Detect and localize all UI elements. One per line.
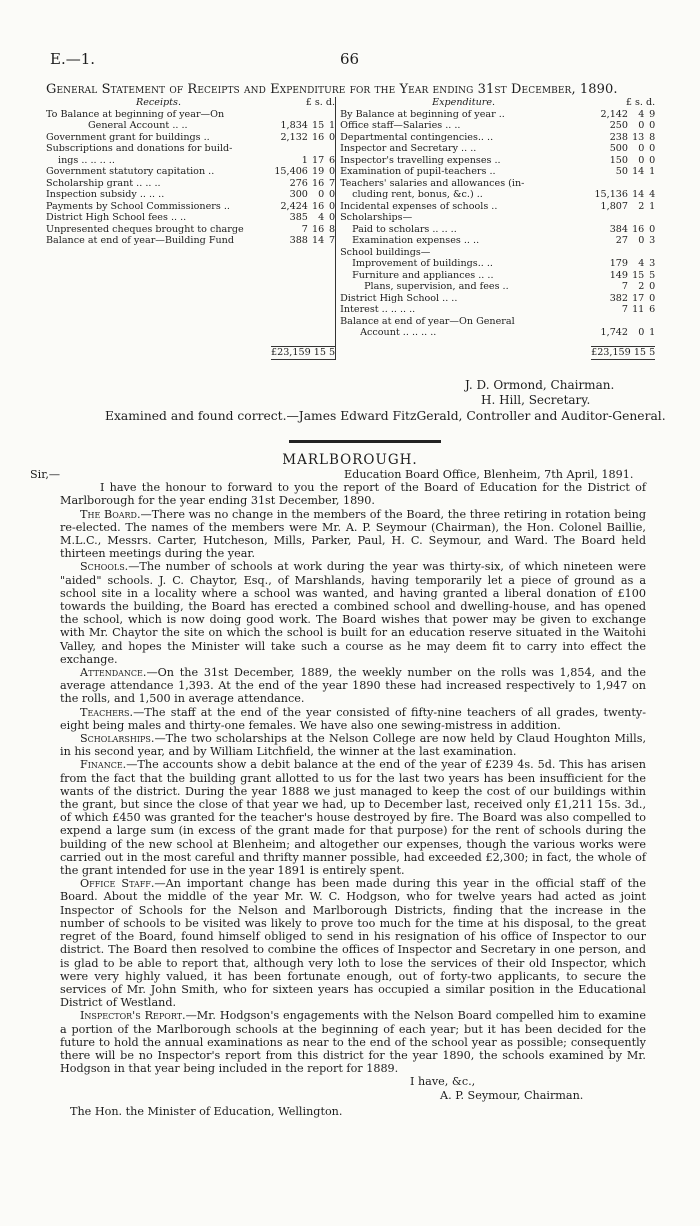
totals-row xyxy=(46,347,655,360)
expenditure-label: Inspector's travelling expenses .. xyxy=(336,155,592,167)
expenditure-shillings: 2 xyxy=(638,200,645,212)
expenditure-pence: 0 xyxy=(649,292,656,304)
receipt-label: Government grant for buildings .. xyxy=(46,131,210,143)
expenditure-pounds: 382 xyxy=(609,292,629,304)
receipt-pounds xyxy=(271,109,308,121)
expenditure-pence xyxy=(644,178,655,190)
totals-spacer xyxy=(336,347,592,360)
receipt-shillings xyxy=(308,270,324,282)
receipt-pounds xyxy=(271,247,308,259)
expenditure-pounds: 2,142 xyxy=(600,108,629,120)
expenditure-pence: 6 xyxy=(649,304,656,315)
receipt-pence xyxy=(324,281,335,293)
receipt-pounds xyxy=(271,316,308,328)
accounts-row xyxy=(46,270,655,282)
receipt-shillings xyxy=(308,109,324,121)
receipt-shillings xyxy=(308,281,324,293)
letter-paragraph: Scholarships.—The two scholarships at the Nelson College are now held by Claud Houghton Mills, in his second year, and by William Litchfield, the winner at the last examination. xyxy=(60,732,646,759)
letter-address: Education Board Office, Blenheim, 7th April, 1891. xyxy=(344,468,634,481)
accounts-row xyxy=(46,247,655,259)
letter-paragraph: I have the honour to forward to you the report of the Board of Education for the District of Marlborough for the year ending 31st December, 1890. xyxy=(60,481,646,508)
expenditure-label: Interest .. .. .. .. xyxy=(336,304,592,316)
expenditure-pounds: 27 xyxy=(615,235,629,246)
receipt-pounds: 388 xyxy=(289,235,308,246)
expenditure-pence xyxy=(644,247,655,259)
expenditure-label: Inspector and Secretary .. .. xyxy=(336,143,592,155)
receipt-pounds xyxy=(271,304,308,316)
receipt-pounds: 2,132 xyxy=(280,131,308,143)
expenditure-pounds: 15,136 xyxy=(594,189,629,200)
addressee: The Hon. the Minister of Education, Wellington. xyxy=(70,1104,343,1118)
chairman-signature: J. D. Ormond, Chairman. xyxy=(465,378,615,392)
receipt-pence: 1 xyxy=(328,120,336,131)
expenditure-shillings xyxy=(628,212,644,224)
receipt-pounds: 7 xyxy=(301,223,308,235)
expenditure-shillings xyxy=(628,316,644,328)
expenditure-pence xyxy=(644,316,655,328)
receipt-label xyxy=(46,281,271,293)
expenditure-pounds: 1,742 xyxy=(600,327,629,338)
spacer-row xyxy=(46,339,655,347)
expenditure-label: Plans, supervision, and fees .. xyxy=(336,281,592,293)
letter-body xyxy=(30,468,647,1118)
receipt-pounds xyxy=(271,281,308,293)
expenditure-pounds: 238 xyxy=(609,131,629,143)
letter-paragraph: The Board.—There was no change in the members of the Board, the three retiring in rotation being re-elected. The names of the members were Mr. A. P. Seymour (Chairman), the Hon. Colonel Baillie, M.L.C., Messrs. Carter, Hutcheson, Mills, Parker, Paul, H. C. Seymour, and Ward. The Board held thirteen meetings during the year. xyxy=(60,507,646,561)
expenditure-pounds: 7 xyxy=(621,281,629,292)
expenditure-label: School buildings— xyxy=(336,247,592,259)
receipt-pence xyxy=(324,143,335,155)
receipt-pence xyxy=(324,109,335,121)
expenditure-shillings: 11 xyxy=(632,304,645,315)
expenditure-pence: 3 xyxy=(649,235,656,246)
expenditure-pounds xyxy=(591,178,628,190)
receipt-pence: 0 xyxy=(328,212,336,223)
receipt-shillings: 16 xyxy=(311,131,325,143)
expenditure-label: Improvement of buildings.. .. xyxy=(336,258,592,270)
accounts-row xyxy=(46,281,655,293)
letter-paragraph: Attendance.—On the 31st December, 1889, the weekly number on the rolls was 1,854, and the average attendance 1,393. At the end of the year 1890 these had increased respectively to 1,947 on the rolls, and 1,500 in average attendance. xyxy=(60,666,646,706)
expenditure-shillings: 16 xyxy=(632,223,645,235)
receipt-shillings: 19 xyxy=(311,166,325,177)
expenditure-label: Balance at end of year—On General xyxy=(336,316,592,328)
letter-paragraph: Finance.—The accounts show a debit balance at the end of the year of £239 4s. 5d. This has arisen from the fact that the building grant allotted to us for the last two years has been insufficient for the wants of the district. During the year 1888 we just managed to keep the cost of our buildings within the grant, but since the close of that year we had, up to December last, received only £1,211 15s. 3d., of which £450 was granted for the teacher's house destroyed by fire. The Board was also compelled to expend a large sum (in excess of the grant made for that purpose) for the rent of schools during the building of the new school at Blenheim; and altogether our expenses, though the various works were carried out in the most careful and thrifty manner possible, had exceeded £2,300; in fact, the whole of the grant intended for use in the year 1891 is entirely spent. xyxy=(60,758,646,878)
receipt-shillings: 15 xyxy=(311,120,325,131)
receipt-pounds xyxy=(271,327,308,339)
accounts-row xyxy=(46,132,655,144)
expenditure-heading: Expenditure. xyxy=(336,97,592,109)
currency-heading: £ s. d. xyxy=(305,97,336,108)
expenditure-label: Examination expenses .. .. xyxy=(336,235,592,247)
spacer-cell xyxy=(336,339,656,347)
expenditure-pounds: 150 xyxy=(609,154,629,166)
expenditure-label: Paid to scholars .. .. .. xyxy=(336,224,592,236)
receipt-pounds xyxy=(271,293,308,305)
expenditure-label: Incidental expenses of schools .. xyxy=(336,201,592,213)
receipt-shillings: 14 xyxy=(311,235,325,246)
expenditure-pence: 0 xyxy=(649,143,656,154)
expenditure-label: By Balance at beginning of year .. xyxy=(336,109,592,121)
accounts-row xyxy=(46,327,655,339)
receipt-pence: 6 xyxy=(328,154,336,166)
expenditure-shillings: 0 xyxy=(638,154,645,166)
receipt-pence xyxy=(324,247,335,259)
receipt-pounds: 385 xyxy=(289,212,308,223)
receipt-pounds: 15,406 xyxy=(274,166,308,177)
expenditure-pence: 0 xyxy=(649,154,656,166)
expenditure-shillings: 13 xyxy=(632,131,645,143)
accounts-row xyxy=(46,316,655,328)
receipt-label: To Balance at beginning of year—On xyxy=(46,108,225,120)
spacer-cell xyxy=(46,339,336,347)
receipt-pence xyxy=(324,327,335,339)
expenditure-label: Furniture and appliances .. .. xyxy=(336,270,592,282)
accounts-row xyxy=(46,166,655,178)
letter-paragraph: Schools.—The number of schools at work during the year was thirty-six, of which nineteen were "aided" schools. J. C. Chaytor, Esq., of Marshlands, having temporarily let a piece of ground as a school site in a locality where a school was wanted, and having granted a liberal donation of £100 towards the building, the Board has erected a combined school and dwelling-house, and has opened the school, which is now doing good work. The Board wishes that power may be given to exchange with Mr. Chaytor the site on which the school is built for an education reserve situated in the Waitohi Valley, and hopes the Minister will take such a course as he may deem fit to carry into effect the exchange. xyxy=(60,560,646,666)
receipt-pence: 0 xyxy=(328,189,336,200)
receipt-shillings xyxy=(308,247,324,259)
receipt-shillings: 0 xyxy=(318,189,325,200)
receipt-pounds: 1 xyxy=(301,154,308,166)
expenditure-shillings: 14 xyxy=(632,189,645,200)
receipt-pence: 7 xyxy=(328,235,336,246)
expenditure-pounds xyxy=(591,212,628,224)
expenditure-pence: 0 xyxy=(649,223,656,235)
receipt-shillings xyxy=(308,327,324,339)
expenditure-shillings: 0 xyxy=(638,120,645,131)
document-code: E.—1. xyxy=(50,50,96,68)
expenditure-shillings: 4 xyxy=(638,258,645,269)
receipt-label: Scholarship grant .. .. .. xyxy=(46,177,161,189)
expenditure-pence: 1 xyxy=(649,166,656,177)
accounts-row xyxy=(46,201,655,213)
receipt-label xyxy=(46,304,271,316)
receipt-pence xyxy=(324,270,335,282)
expenditure-pence xyxy=(644,212,655,224)
letter-paragraph: Office Staff.—An important change has been made during this year in the official staff of the Board. About the middle of the year Mr. W. C. Hodgson, who for twelve years had acted as joint Inspector of Schools for the Nelson and Marlborough Districts, finding that the increase in the number of schools to be visited was likely to prove too much for the time at his disposal, to the great regret of the Board, found himself obliged to send in his resignation of his office of Inspector to our district. The Board then resolved to combine the offices of Inspector and Secretary in one person, and is glad to be able to report that, although very loth to lose the services of their old Inspector, which were very highly valued, it has been fortunate enough, out of forty-two applicants, to secure the services of Mr. John Smith, who for sixteen years has occupied a similar position in the Educational District of Westland. xyxy=(60,877,647,1010)
closing: I have, &c., xyxy=(410,1075,476,1089)
receipt-pounds xyxy=(271,143,308,155)
receipt-label xyxy=(46,327,271,339)
expenditure-pence: 9 xyxy=(649,108,656,120)
expenditure-shillings: 4 xyxy=(638,108,645,120)
accounts-row xyxy=(46,212,655,224)
expenditure-shillings: 15 xyxy=(632,269,645,281)
expenditure-shillings: 0 xyxy=(638,235,645,246)
expenditure-pounds: 50 xyxy=(615,166,629,177)
receipt-shillings: 16 xyxy=(311,223,325,235)
expenditure-pence: 0 xyxy=(649,120,656,131)
expenditure-pounds: 500 xyxy=(609,143,629,154)
receipt-pence xyxy=(324,293,335,305)
paragraph-heading: Scholarships.— xyxy=(80,732,166,746)
receipt-label: Government statutory capitation .. xyxy=(46,166,215,177)
salutation: Sir,— xyxy=(30,468,61,481)
expenditure-label: Examination of pupil-teachers .. xyxy=(336,166,592,178)
receipt-label: ings .. .. .. .. xyxy=(58,154,115,166)
receipt-shillings xyxy=(308,316,324,328)
receipt-label: Inspection subsidy .. .. .. xyxy=(46,189,165,200)
receipt-pounds: 2,424 xyxy=(280,200,308,212)
paragraph-heading: Attendance.— xyxy=(80,666,158,680)
section-title: MARLBOROUGH. xyxy=(282,452,418,468)
expenditure-label: Account .. .. .. .. xyxy=(336,327,592,339)
expenditure-pounds: 1,807 xyxy=(600,200,629,212)
receipt-shillings xyxy=(308,304,324,316)
receipt-shillings: 16 xyxy=(311,200,325,212)
receipt-label: Subscriptions and donations for build- xyxy=(46,143,233,154)
expenditure-label: Scholarships— xyxy=(336,212,592,224)
receipt-shillings: 16 xyxy=(311,177,325,189)
expenditure-pounds: 179 xyxy=(609,258,629,269)
receipt-pence: 8 xyxy=(328,223,336,235)
expenditure-total: £23,159 15 5 xyxy=(591,347,656,358)
letter-heading-line xyxy=(30,468,646,481)
expenditure-pounds: 7 xyxy=(621,304,629,315)
receipt-label: Payments by School Commissioners .. xyxy=(46,200,230,212)
accounts-head-row xyxy=(46,97,655,109)
paragraph-heading: Office Staff.— xyxy=(80,877,166,891)
receipt-pence: 0 xyxy=(328,166,336,177)
letter-paragraph: Inspector's Report.—Mr. Hodgson's engagements with the Nelson Board compelled him to examine a portion of the Marlborough schools at the beginning of each year; but it has been decided for the future to hold the annual examinations as near to the end of the school year as possible; consequently there will be no Inspector's report from this district for the year 1890, the schools examined by Mr. Hodgson in that year being included in the report for 1889. xyxy=(60,1009,646,1076)
receipt-pence: 0 xyxy=(328,200,336,212)
accounts-row xyxy=(46,258,655,270)
expenditure-label: Departmental contingencies.. .. xyxy=(336,132,592,144)
receipt-shillings: 17 xyxy=(311,154,325,166)
receipt-pounds xyxy=(271,270,308,282)
accounts-row xyxy=(46,235,655,247)
expenditure-shillings xyxy=(628,247,644,259)
expenditure-label: District High School .. .. xyxy=(336,293,592,305)
accounts-row xyxy=(46,189,655,201)
receipt-pence: 7 xyxy=(328,177,336,189)
expenditure-pence: 0 xyxy=(649,281,656,292)
expenditure-label: cluding rent, bonus, &c.) .. xyxy=(336,189,592,201)
expenditure-pounds: 149 xyxy=(609,269,629,281)
receipt-shillings xyxy=(308,258,324,270)
accounts-table xyxy=(46,97,655,360)
expenditure-shillings: 0 xyxy=(638,327,645,338)
letter-paragraphs xyxy=(60,481,646,1075)
receipt-pence: 0 xyxy=(328,131,336,143)
letter-signature: A. P. Seymour, Chairman. xyxy=(440,1088,584,1102)
accounts-row xyxy=(46,178,655,190)
expenditure-pence: 3 xyxy=(649,258,656,269)
receipt-label: General Account .. .. xyxy=(88,120,188,131)
accounts-row xyxy=(46,109,655,121)
receipt-label xyxy=(46,316,271,328)
section-rule xyxy=(289,440,441,443)
paragraph-heading: Inspector's Report.— xyxy=(80,1009,197,1023)
expenditure-pence: 8 xyxy=(649,131,656,143)
expenditure-pence: 5 xyxy=(649,269,656,281)
receipt-label xyxy=(46,258,271,270)
accounts-row xyxy=(46,120,655,132)
receipt-shillings: 4 xyxy=(318,212,325,223)
expenditure-shillings: 14 xyxy=(632,166,645,177)
expenditure-pounds xyxy=(591,316,628,328)
totals-spacer xyxy=(46,347,271,360)
expenditure-pounds: 250 xyxy=(609,120,629,131)
page-header xyxy=(0,50,700,70)
accounts-row xyxy=(46,224,655,236)
letter-paragraph: Teachers.—The staff at the end of the year consisted of fifty-nine teachers of all grades, twenty-eight being males and thirty-one females. We have also one sewing-mistress in addition. xyxy=(60,705,646,732)
receipt-pounds: 1,834 xyxy=(280,120,308,131)
expenditure-shillings: 0 xyxy=(638,143,645,154)
receipt-pence xyxy=(324,304,335,316)
accounts-row xyxy=(46,143,655,155)
expenditure-shillings: 17 xyxy=(632,292,645,304)
receipt-shillings xyxy=(308,293,324,305)
receipt-label: Unpresented cheques brought to charge xyxy=(46,223,244,235)
paragraph-heading: The Board.— xyxy=(80,507,152,521)
receipts-total: £23,159 15 5 xyxy=(271,347,336,358)
expenditure-pounds: 384 xyxy=(609,223,629,235)
receipt-label xyxy=(46,270,271,282)
receipt-label xyxy=(46,293,271,305)
receipt-pounds: 300 xyxy=(289,189,308,200)
currency-heading: £ s. d. xyxy=(625,97,656,108)
receipts-heading: Receipts. xyxy=(136,97,181,108)
receipt-label: District High School fees .. .. xyxy=(46,212,187,223)
paragraph-heading: Teachers.— xyxy=(80,705,145,719)
receipt-pounds: 276 xyxy=(289,177,308,189)
paragraph-heading: Schools.— xyxy=(80,560,140,574)
accounts-row xyxy=(46,304,655,316)
expenditure-pence: 1 xyxy=(649,200,656,212)
receipt-label xyxy=(46,247,271,259)
receipt-label: Balance at end of year—Building Fund xyxy=(46,235,234,246)
expenditure-label: Office staff—Salaries .. .. xyxy=(336,120,592,132)
expenditure-shillings: 2 xyxy=(638,281,645,292)
receipt-pence xyxy=(324,258,335,270)
expenditure-pence: 1 xyxy=(649,327,656,338)
page-number: 66 xyxy=(340,50,360,68)
accounts-row xyxy=(46,155,655,167)
receipt-pence xyxy=(324,316,335,328)
accounts-row xyxy=(46,293,655,305)
auditor-statement: Examined and found correct.—James Edward FitzGerald, Controller and Auditor-General. xyxy=(105,409,666,423)
expenditure-shillings xyxy=(628,178,644,190)
expenditure-pounds xyxy=(591,247,628,259)
expenditure-label: Teachers' salaries and allowances (in- xyxy=(336,178,592,190)
receipt-pounds xyxy=(271,258,308,270)
statement-title: General Statement of Receipts and Expenditure for the Year ending 31st December, 1890. xyxy=(46,82,618,97)
receipt-shillings xyxy=(308,143,324,155)
expenditure-pence: 4 xyxy=(649,189,656,200)
paragraph-heading: Finance.— xyxy=(80,758,138,772)
secretary-signature: H. Hill, Secretary. xyxy=(481,393,591,407)
